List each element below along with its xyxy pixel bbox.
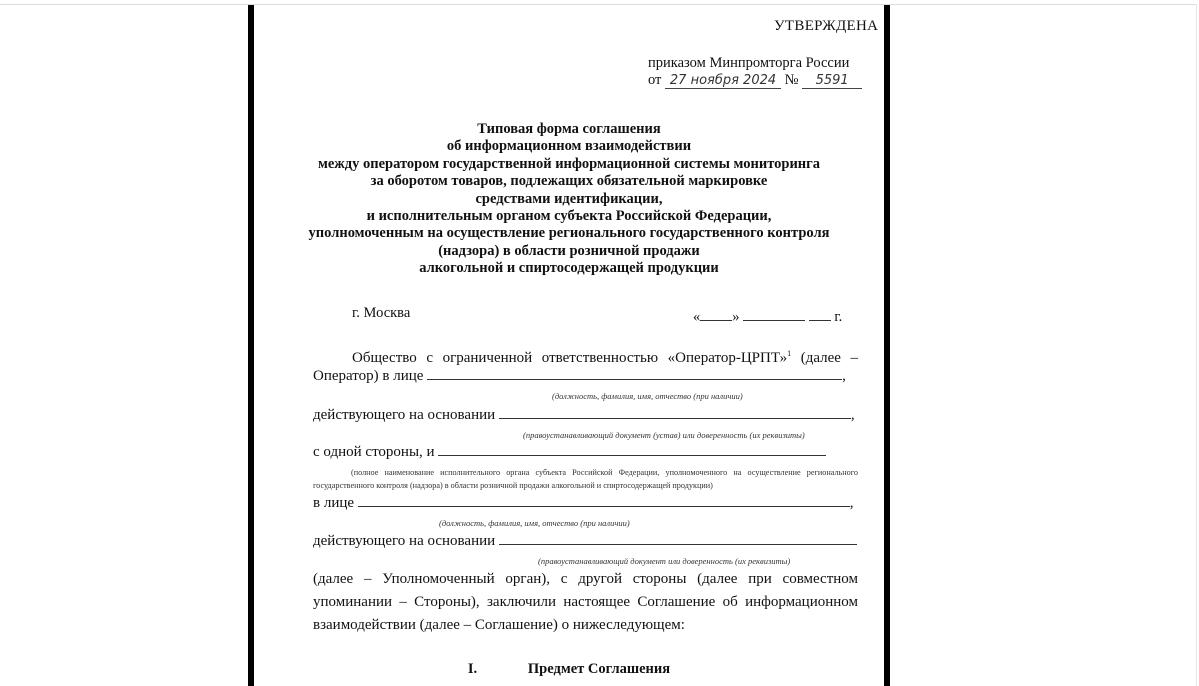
authority-name-blank bbox=[438, 443, 826, 456]
comma: , bbox=[842, 368, 846, 384]
parties-text-line: упоминании – Стороны), заключили настоящее Соглашение об информационном bbox=[313, 594, 858, 610]
document-page bbox=[254, 5, 884, 686]
hint-authority-basis: (правоустанавливающий документ или доверенность (их реквизиты) bbox=[538, 556, 791, 566]
section-heading bbox=[254, 661, 884, 678]
day-blank bbox=[700, 308, 732, 321]
viewer-right-divider bbox=[1196, 4, 1197, 686]
section-number: I. bbox=[467, 661, 478, 677]
approved-stamp: УТВЕРЖДЕНА bbox=[774, 18, 879, 34]
operator-intro-end: (далее – bbox=[800, 350, 859, 366]
authority-representative-blank bbox=[358, 494, 850, 507]
section-title: Предмет Соглашения bbox=[527, 661, 671, 677]
title-line: (надзора) в области розничной продажи bbox=[438, 242, 700, 259]
footnote-ref: 1 bbox=[787, 349, 792, 358]
handwritten-number: 5591 bbox=[802, 73, 862, 89]
hint-representative: (должность, фамилия, имя, отчество (при наличии) bbox=[552, 391, 743, 401]
title-line: между оператором государственной информационной системы мониторинга bbox=[317, 155, 820, 172]
parties-text-line: взаимодействии (далее – Соглашение) о нижеследующем: bbox=[313, 617, 685, 633]
title-line: и исполнительным органом субъекта Российской Федерации, bbox=[366, 208, 772, 225]
order-line: приказом Минпромторга России bbox=[648, 55, 850, 71]
hint-authority-name: (полное наименование исполнительного органа субъекта Российской Федерации, уполномоченного на осуществление регионального государственного контроля (надзора) в области розничной продажи алкогольной и спиртосодержащей продукции) bbox=[313, 468, 858, 490]
in-person-label: в лице bbox=[313, 495, 355, 511]
authority-basis-line bbox=[313, 531, 858, 552]
one-side-label: с одной стороны, и bbox=[313, 444, 435, 460]
year-suffix: г. bbox=[834, 309, 843, 325]
operator-basis-blank bbox=[499, 406, 851, 419]
authority-representative-line bbox=[313, 493, 858, 514]
operator-name-text: Общество с ограниченной ответственностью «Оператор-ЦРПТ» bbox=[352, 350, 788, 366]
title-line: за оборотом товаров, подлежащих обязательной маркировке bbox=[370, 173, 768, 190]
document-title bbox=[254, 121, 884, 278]
operator-basis-line bbox=[313, 405, 858, 426]
signing-date-blank bbox=[693, 308, 842, 326]
order-date-line bbox=[648, 72, 862, 89]
acting-basis-label-2: действующего на основании bbox=[313, 533, 496, 549]
hint-authority-representative: (должность, фамилия, имя, отчество (при наличии) bbox=[439, 518, 630, 528]
one-side-line bbox=[313, 442, 858, 463]
handwritten-date: 27 ноября 2024 bbox=[665, 73, 781, 89]
title-line: средствами идентификации, bbox=[475, 190, 663, 207]
close-quote: » bbox=[732, 309, 740, 325]
acting-basis-label: действующего на основании bbox=[313, 407, 496, 423]
title-line: алкогольной и спиртосодержащей продукции bbox=[419, 260, 719, 277]
page-right-scan-edge bbox=[884, 5, 890, 686]
operator-representative-blank bbox=[427, 367, 842, 380]
comma: , bbox=[850, 407, 855, 423]
title-line: об информационном взаимодействии bbox=[446, 138, 692, 155]
number-sign: № bbox=[784, 72, 799, 88]
month-blank bbox=[743, 308, 805, 321]
open-quote: « bbox=[693, 309, 701, 325]
title-line: Типовая форма соглашения bbox=[477, 121, 661, 137]
comma: , bbox=[849, 495, 854, 511]
place-of-signing: г. Москва bbox=[352, 305, 411, 321]
parties-text-line: (далее – Уполномоченный орган), с другой стороны (далее при совместном bbox=[313, 571, 858, 587]
year-blank bbox=[809, 308, 831, 321]
operator-in-person-label: Оператор) в лице bbox=[313, 368, 424, 384]
authority-basis-blank bbox=[499, 532, 857, 545]
title-line: уполномоченным на осуществление регионального государственного контроля bbox=[308, 225, 830, 242]
hint-basis: (правоустанавливающий документ (устав) или доверенность (их реквизиты) bbox=[523, 430, 805, 440]
date-prefix: от bbox=[648, 72, 662, 88]
operator-representative-line bbox=[313, 366, 858, 387]
